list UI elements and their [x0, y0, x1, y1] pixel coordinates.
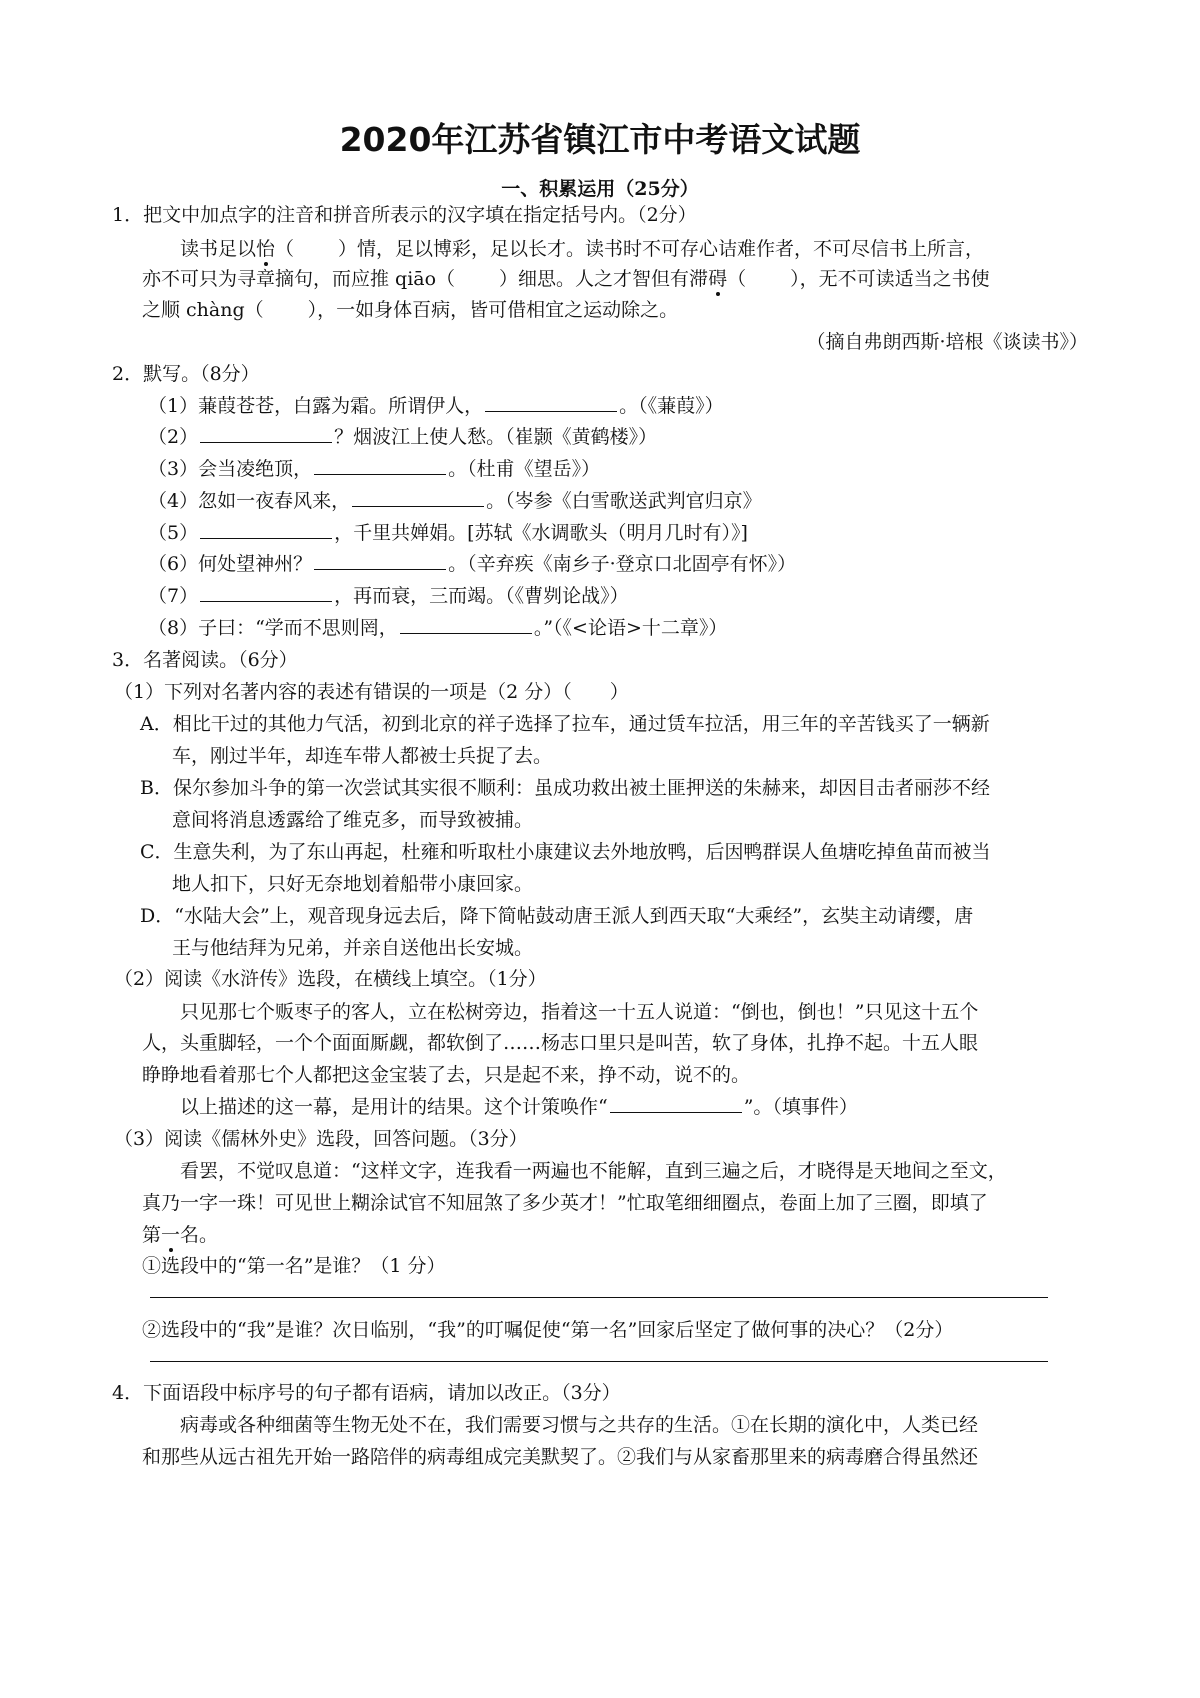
shuihu-line-3: 睁睁地看着那七个人都把这金宝装了去，只是起不来，挣不动，说不的。 — [142, 1064, 751, 1086]
q2-item-1: （1）蒹葭苍苍，白露为霜。所谓伊人， 。（《蒹葭》） — [148, 395, 724, 417]
q2-item-8: （8）子曰：“学而不思则罔， 。”（《<论语>十二章》） — [148, 617, 728, 639]
q1-line-2: 亦不可只为寻章摘句，而应推 qiāo（ ）细思。人之才智但有滞碍（ ），无不可读适当之书使 — [142, 268, 990, 290]
q4-text-2: 和那些从远古祖先开始一路陪伴的病毒组成完美默契了。②我们与从家畜那里来的病毒磨合得虽然还 — [142, 1446, 979, 1468]
q1-line-3: 之顺 chàng（ ），一如身体百病，皆可借相宜之运动除之。 — [142, 299, 679, 321]
shuihu-line-2: 人，头重脚轻，一个个面面厮觑，都软倒了……杨志口里只是叫苦，软了身体，扎挣不起。十五人眼 — [142, 1032, 979, 1054]
dotted-char: 碍 — [708, 268, 728, 290]
fill-blank[interactable] — [485, 393, 617, 412]
fill-blank[interactable] — [200, 583, 332, 602]
dotted-phrase: 第一名 — [142, 1224, 200, 1246]
q2-item-6: （6）何处望神州？ 。（辛弃疾《南乡子·登京口北固亭有怀》） — [148, 553, 797, 575]
q3-part-2: （2）阅读《水浒传》选段，在横线上填空。（1分） — [114, 968, 547, 990]
option-b[interactable]: B．保尔参加斗争的第一次尝试其实很不顺利：虽成功救出被土匪押送的朱赫来，却因目击者丽莎不经 — [140, 777, 990, 799]
fill-blank[interactable] — [200, 424, 332, 443]
q2-stem: 2．默写。（8分） — [112, 363, 260, 385]
sub-question-1: ①选段中的“第一名”是谁？（1 分） — [142, 1255, 446, 1277]
answer-line-1[interactable] — [150, 1297, 1048, 1298]
q2-item-3: （3）会当凌绝顶， 。（杜甫《望岳》） — [148, 458, 601, 480]
section-heading: 一、积累运用（25分） — [501, 178, 699, 200]
shuihu-line-1: 只见那七个贩枣子的客人，立在松树旁边，指着这一十五人说道：“倒也，倒也！”只见这十五个 — [180, 1001, 979, 1023]
option-c-cont: 地人扣下，只好无奈地划着船带小康回家。 — [172, 873, 534, 895]
q3-part-1: （1）下列对名著内容的表述有错误的一项是（2 分）（ ） — [114, 681, 629, 703]
q4-text-1: 病毒或各种细菌等生物无处不在，我们需要习惯与之共存的生活。①在长期的演化中，人类已经 — [180, 1414, 979, 1436]
q2-item-2: （2） ？烟波江上使人愁。（崔颢《黄鹤楼》） — [148, 426, 658, 448]
q2-item-7: （7） ，再而衰，三而竭。（《曹刿论战》） — [148, 585, 629, 607]
option-a-cont: 车，刚过半年，却连车带人都被士兵捉了去。 — [172, 745, 553, 767]
option-b-cont: 意间将消息透露给了维克多，而导致被捕。 — [172, 809, 534, 831]
q1-stem: 1．把文中加点字的注音和拼音所表示的汉字填在指定括号内。（2分） — [112, 204, 697, 226]
option-d-cont: 王与他结拜为兄弟，并亲自送他出长安城。 — [172, 937, 534, 959]
rulin-line-3: 第一名。 — [142, 1224, 219, 1246]
q1-line-1: 读书足以怡（ ）情，足以博彩，足以长才。读书时不可存心诘难作者，不可尽信书上所言， — [180, 238, 985, 260]
sub-question-2: ②选段中的“我”是谁？次日临别，“我”的叮嘱促使“第一名”回家后坚定了做何事的决心？（2分） — [142, 1319, 954, 1341]
answer-line-2[interactable] — [150, 1361, 1048, 1362]
fill-blank[interactable] — [610, 1094, 742, 1113]
dotted-char: 怡 — [256, 238, 276, 260]
shuihu-question: 以上描述的这一幕，是用计的结果。这个计策唤作“ ”。（填事件） — [180, 1096, 858, 1118]
q2-item-4: （4）忽如一夜春风来， 。（岑参《白雪歌送武判官归京》 — [148, 490, 762, 512]
q3-part-3: （3）阅读《儒林外史》选段，回答问题。（3分） — [114, 1128, 528, 1150]
rulin-line-2: 真乃一字一珠！可见世上糊涂试官不知屈煞了多少英才！”忙取笔细细圈点，卷面上加了三圈，即填了 — [142, 1192, 988, 1214]
fill-blank[interactable] — [352, 488, 484, 507]
rulin-line-1: 看罢，不觉叹息道：“这样文字，连我看一两遍也不能解，直到三遍之后，才晓得是天地间之至文， — [180, 1160, 1007, 1182]
page-title: 2020年江苏省镇江市中考语文试题 — [339, 120, 861, 159]
fill-blank[interactable] — [314, 456, 446, 475]
option-a[interactable]: A．相比干过的其他力气活，初到北京的祥子选择了拉车，通过赁车拉活，用三年的辛苦钱买了一辆新 — [140, 713, 990, 735]
option-c[interactable]: C．生意失利，为了东山再起，杜雍和听取杜小康建议去外地放鸭，后因鸭群误人鱼塘吃掉鱼苗而被当 — [140, 841, 991, 863]
option-d[interactable]: D．“水陆大会”上，观音现身远去后，降下简帖鼓动唐王派人到西天取“大乘经”，玄奘主动请缨，唐 — [140, 905, 974, 927]
fill-blank[interactable] — [314, 551, 446, 570]
fill-blank[interactable] — [200, 520, 332, 539]
q1-source: （摘自弗朗西斯·培根《谈读书》） — [806, 331, 1088, 353]
fill-blank[interactable] — [400, 615, 532, 634]
q2-item-5: （5） ，千里共婵娟。[苏轼《水调歌头（明月几时有）》] — [148, 522, 748, 544]
q3-stem: 3．名著阅读。（6分） — [112, 649, 298, 671]
q4-stem: 4．下面语段中标序号的句子都有语病，请加以改正。（3分） — [112, 1382, 621, 1404]
